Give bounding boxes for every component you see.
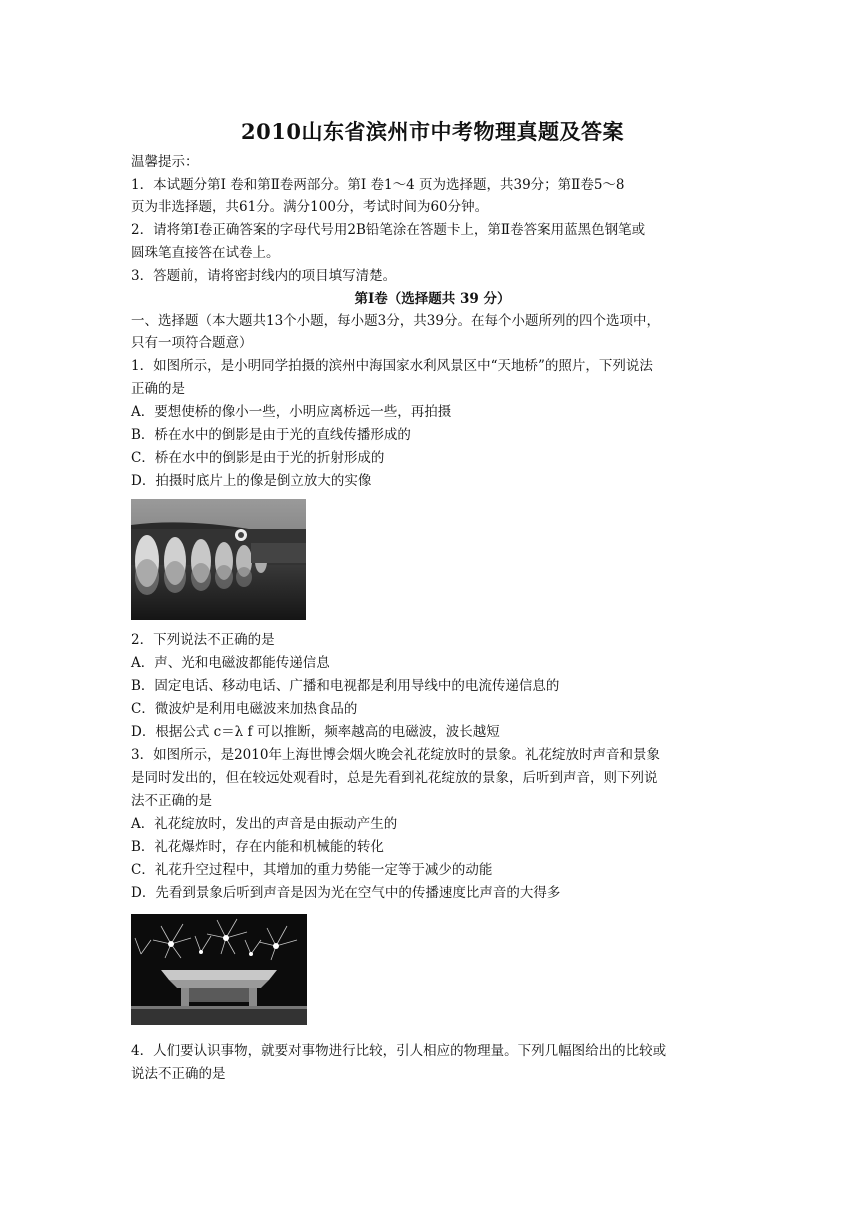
q1-option-c: C．桥在水中的倒影是由于光的折射形成的 <box>131 450 385 466</box>
q3-option-b: B．礼花爆炸时，存在内能和机械能的转化 <box>131 839 384 855</box>
section-intro-line: 只有一项符合题意） <box>131 335 253 351</box>
q2-option-c: C．微波炉是利用电磁波来加热食品的 <box>131 701 358 717</box>
q3-option-d: D．先看到景象后听到声音是因为光在空气中的传播速度比声音的大得多 <box>131 885 561 901</box>
page-title: 2010山东省滨州市中考物理真题及答案 <box>241 119 624 144</box>
tips-line: 页为非选择题，共61分。满分100分，考试时间为60分钟。 <box>131 199 489 215</box>
q4-stem-line: 4．人们要认识事物，就要对事物进行比较，引人相应的物理量。下列几幅图给出的比较或 <box>131 1043 667 1059</box>
section-intro-line: 一、选择题（本大题共13个小题，每小题3分，共39分。在每个小题所列的四个选项中， <box>131 313 660 329</box>
q3-option-a: A．礼花绽放时，发出的声音是由振动产生的 <box>131 816 398 832</box>
section-title: 第Ⅰ卷（选择题共 39 分） <box>354 291 511 307</box>
fireworks-photo <box>131 914 307 1025</box>
q1-stem-line: 正确的是 <box>131 381 185 397</box>
q1-option-d: D．拍摄时底片上的像是倒立放大的实像 <box>131 473 372 489</box>
tips-line: 圆珠笔直接答在试卷上。 <box>131 245 280 261</box>
q1-stem-line: 1．如图所示，是小明同学拍摄的滨州中海国家水利风景区中“天地桥”的照片，下列说法 <box>131 358 653 374</box>
tips-line: 2．请将第Ⅰ卷正确答案的字母代号用2B铅笔涂在答题卡上，第Ⅱ卷答案用蓝黑色钢笔或 <box>131 222 646 238</box>
q1-option-a: A．要想使桥的像小一些，小明应离桥远一些，再拍摄 <box>131 404 452 420</box>
q3-stem-line: 法不正确的是 <box>131 793 212 809</box>
q2-option-a: A．声、光和电磁波都能传递信息 <box>131 655 330 671</box>
q3-stem-line: 是同时发出的，但在较远处观看时，总是先看到礼花绽放的景象，后听到声音，则下列说 <box>131 770 658 786</box>
q2-stem-line: 2．下列说法不正确的是 <box>131 632 275 648</box>
tips-line: 3．答题前，请将密封线内的项目填写清楚。 <box>131 268 397 284</box>
bridge-photo <box>131 499 306 620</box>
tips-line: 1．本试题分第Ⅰ 卷和第Ⅱ卷两部分。第Ⅰ 卷1～4 页为选择题，共39分；第Ⅱ卷5～8 <box>131 177 625 193</box>
q3-stem-line: 3．如图所示，是2010年上海世博会烟火晚会礼花绽放时的景象。礼花绽放时声音和景象 <box>131 747 660 763</box>
tips-heading: 温馨提示： <box>131 154 199 170</box>
q1-option-b: B．桥在水中的倒影是由于光的直线传播形成的 <box>131 427 411 443</box>
q2-option-d: D．根据公式 c＝λ f 可以推断，频率越高的电磁波，波长越短 <box>131 724 500 740</box>
q2-option-b: B．固定电话、移动电话、广播和电视都是利用导线中的电流传递信息的 <box>131 678 560 694</box>
q4-stem-line: 说法不正确的是 <box>131 1066 226 1082</box>
q3-option-c: C．礼花升空过程中，其增加的重力势能一定等于减少的动能 <box>131 862 493 878</box>
